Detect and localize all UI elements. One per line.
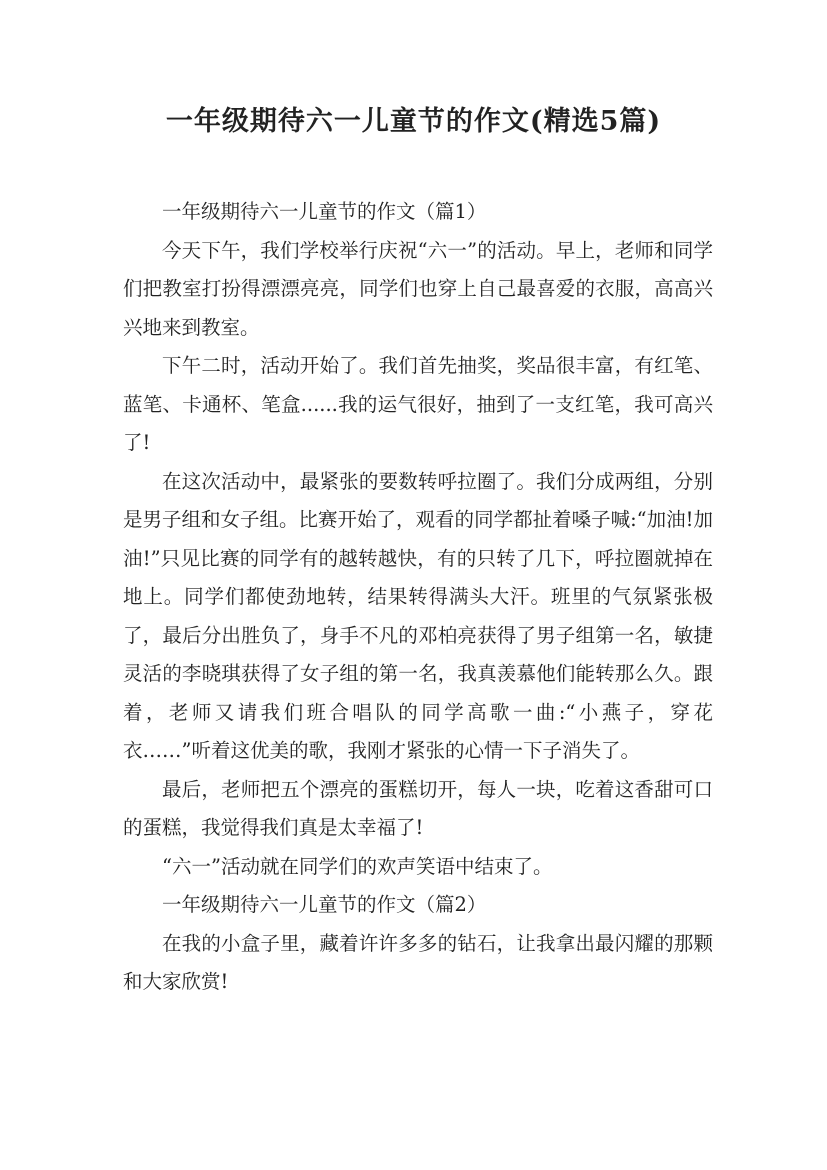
paragraph: 今天下午，我们学校举行庆祝“六一”的活动。早上，老师和同学们把教室打扮得漂漂亮亮，同学们也穿上自己最喜爱的衣服，高高兴兴地来到教室。 [123,238,713,339]
paragraph: 最后，老师把五个漂亮的蛋糕切开，每人一块，吃着这香甜可口的蛋糕，我觉得我们真是太幸福了! [123,777,713,839]
document-title: 一年级期待六一儿童节的作文(精选5篇) [165,106,662,137]
paragraph: “六一”活动就在同学们的欢声笑语中结束了。 [162,854,553,878]
section-heading-1: 一年级期待六一儿童节的作文（篇1） [162,200,487,223]
section-heading-2: 一年级期待六一儿童节的作文（篇2） [162,893,487,916]
paragraph: 在这次活动中，最紧张的要数转呼拉圈了。我们分成两组，分别是男子组和女子组。比赛开始了，观看的同学都扯着嗓子喊:“加油!加油!”只见比赛的同学有的越转越快，有的只转了几下，呼拉圈就掉在地上。同学们都使劲地转，结果转得满头大汗。班里的气氛紧张极了，最后分出胜负了，身手不凡的邓柏亮获得了男子组第一名，敏捷灵活的李晓琪获得了女子组的第一名，我真羡慕他们能转那么久。跟着，老师又请我们班合唱队的同学高歌一曲:“小燕子，穿花衣……”听着这优美的歌，我刚才紧张的心情一下子消失了。 [123,469,713,762]
document-body [123,193,713,1002]
paragraph: 下午二时，活动开始了。我们首先抽奖，奖品很丰富，有红笔、蓝笔、卡通杯、笔盒......我的运气很好，抽到了一支红笔，我可高兴了! [123,354,713,454]
paragraph: 在我的小盒子里，藏着许许多多的钻石，让我拿出最闪耀的那颗和大家欣赏! [123,931,713,993]
